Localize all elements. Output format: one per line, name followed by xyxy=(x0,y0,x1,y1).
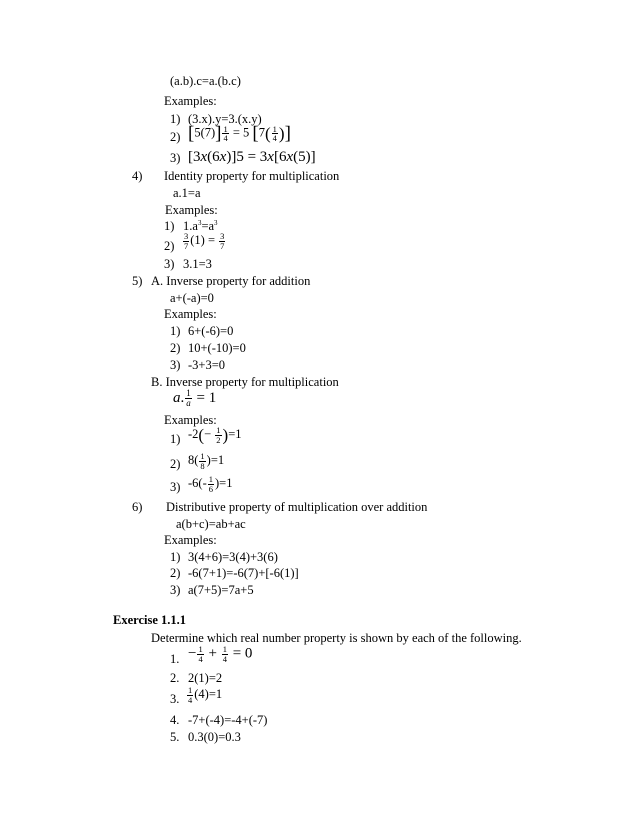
exercise-item: 0.3(0)=0.3 xyxy=(188,730,241,744)
inverse-multiplication-rule: a. $\frac{1}{a}$ = 1 xyxy=(173,388,217,408)
example-text: 10+(-10)=0 xyxy=(188,341,246,355)
list-number: 2) xyxy=(170,457,181,471)
example-text: a(7+5)=7a+5 xyxy=(188,583,254,597)
example-text: 3.1=3 xyxy=(183,257,212,271)
examples-label: Examples: xyxy=(165,203,218,217)
exercise-item: 2(1)=2 xyxy=(188,671,223,685)
list-number: 2) xyxy=(170,130,181,144)
list-number: 2) xyxy=(164,239,175,253)
associative-rule: (a.b).c=a.(b.c) xyxy=(170,74,241,88)
distributive-rule: a(b+c)=ab+ac xyxy=(176,517,246,531)
list-number: 1. xyxy=(170,652,180,666)
example-equation: [5(7)] $\frac{1}{4}$ = 5 [7( $\frac{1}{4}$ )] xyxy=(188,123,291,144)
exponent: 3 xyxy=(197,219,202,227)
examples-label: Examples: xyxy=(164,413,217,427)
list-number: 3) xyxy=(170,480,181,494)
list-number: 1) xyxy=(170,550,181,564)
list-number: 3. xyxy=(170,692,180,706)
section-title: Identity property for multiplication xyxy=(164,169,340,183)
exercise-item: $\frac{1}{4}$ (4)=1 xyxy=(188,685,223,705)
list-number: 3) xyxy=(170,583,181,597)
identity-rule: a.1=a xyxy=(173,186,201,200)
list-number: 3) xyxy=(170,358,181,372)
example-equation: -6(- $\frac{1}{6}$ )=1 xyxy=(188,474,233,494)
example-eq: =a xyxy=(201,219,215,234)
list-number: 5. xyxy=(170,730,180,744)
list-number: 1) xyxy=(170,112,181,126)
section-title: Distributive property of multiplication over addition xyxy=(166,500,428,514)
example-equation: [3x(6x)]5 = 3x[6x(5)] xyxy=(188,149,316,165)
exercise-item-rest: (4)=1 xyxy=(194,686,223,701)
exponent: 3 xyxy=(214,219,218,227)
inverse-addition-rule: a+(-a)=0 xyxy=(170,291,214,305)
list-number: 2) xyxy=(170,566,181,580)
examples-label: Examples: xyxy=(164,533,217,547)
list-number: 2) xyxy=(170,341,181,355)
list-number: 1) xyxy=(170,324,181,338)
example-text: (3.x).y=3.(x.y) xyxy=(188,112,262,126)
example-text: 6+(-6)=0 xyxy=(188,324,234,338)
example-text: 3(4+6)=3(4)+3(6) xyxy=(188,550,278,564)
section-number: 4) xyxy=(132,169,143,183)
examples-label: Examples: xyxy=(164,307,217,321)
example-equation: $\frac{3}{7}$ (1) = $\frac{3}{7}$ xyxy=(184,231,225,251)
section-number: 5) xyxy=(132,274,143,288)
example-equation: -2(− $\frac{1}{2}$ )=1 xyxy=(188,425,242,445)
example-equation: 8( $\frac{1}{8}$ )=1 xyxy=(188,451,225,471)
exercise-item: − $\frac{1}{4}$ + $\frac{1}{4}$ = 0 xyxy=(188,644,253,664)
example-text xyxy=(183,220,218,233)
exercise-heading: Exercise 1.1.1 xyxy=(113,613,187,627)
section-number: 6) xyxy=(132,500,143,514)
example-text: -3+3=0 xyxy=(188,358,226,372)
examples-label: Examples: xyxy=(164,94,217,108)
list-number: 3) xyxy=(164,257,175,271)
list-number: 4. xyxy=(170,713,180,727)
example-base: 1.a xyxy=(183,219,198,234)
list-number: 3) xyxy=(170,151,181,165)
list-number: 1) xyxy=(170,432,181,446)
section-title: B. Inverse property for multiplication xyxy=(151,375,339,389)
example-text: -6(7+1)=-6(7)+[-6(1)] xyxy=(188,566,299,580)
exercise-item: -7+(-4)=-4+(-7) xyxy=(188,713,268,727)
list-number: 1) xyxy=(164,219,175,233)
exercise-instructions: Determine which real number property is shown by each of the following. xyxy=(151,631,522,645)
section-title: A. Inverse property for addition xyxy=(151,274,311,288)
list-number: 2. xyxy=(170,671,180,685)
